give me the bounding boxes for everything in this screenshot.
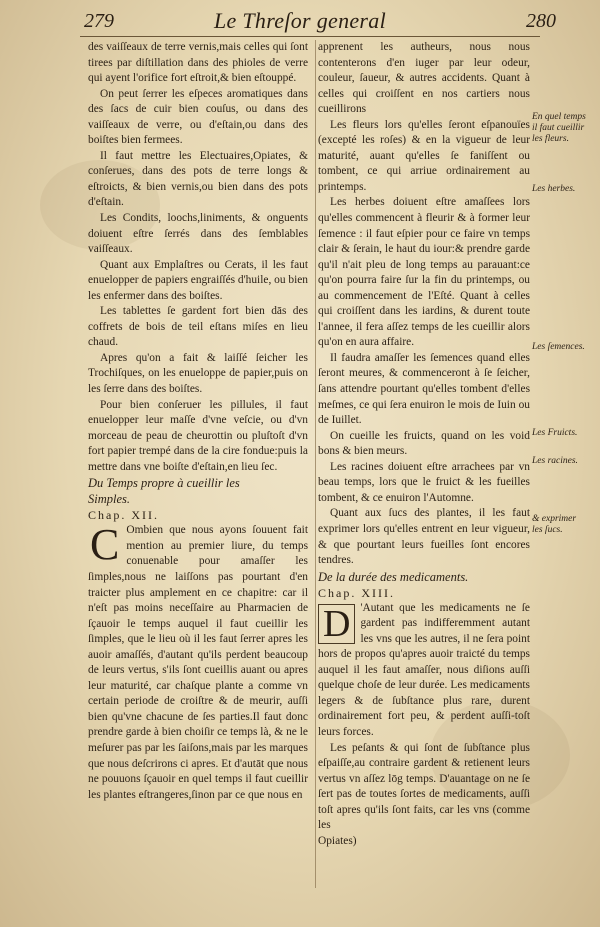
paragraph: des vaiſſeaux de terre vernis,mais celles qui ſont tirees par diſtillation dans des phioles de verre qui ayent l'orifice fort eſtroit,& bien eſtouppé. bbox=[88, 41, 308, 85]
paragraph: Les herbes doiuent eſtre amaſſees lors qu'elles commencent à fleurir & à former leur ſemence : il faut eſpier pour ce faire vn temps clair & ſerain, le haut du iour:& prendre garde qu'il n'ait pleu de long temps au parauant:ce qu'on pourra faire ſur la fin du printemps, ou au commencement de l'Eſté. Quant à celles qui croiſſent dans les iardins, & durent toute l'annee, il fera aſſez temps de les cueillir alors qu'on en aura affaire. bbox=[318, 196, 530, 349]
margin-note: Les ſemences. bbox=[532, 342, 585, 352]
right-column bbox=[318, 40, 530, 849]
catchword: Opiates) bbox=[318, 834, 357, 847]
left-column bbox=[88, 40, 308, 803]
page-number-right: 280 bbox=[526, 10, 556, 32]
chapter-heading: Chap. XII. bbox=[88, 508, 159, 523]
paragraph: On peut ſerrer les eſpeces aromatiques dans des ſacs de cuir bien couſus, ou dans des vaiſſeaux de verre, ou d'eſtain,ou dans des boiſtes bien fermees. bbox=[88, 87, 308, 147]
drop-cap: C bbox=[90, 520, 120, 570]
paragraph: Il faut mettre les Electuaires,Opiates, & conſerues, dans des pots de terre longs & eſtroicts, & bien vernis,ou bien dans des pots d'eſtain. bbox=[88, 149, 308, 209]
section-title: Du Temps propre à cueillir les bbox=[88, 476, 240, 491]
drop-cap: D bbox=[318, 604, 355, 644]
paragraph: Quant aux Emplaſtres ou Cerats, il les faut enuelopper de papiers engraiſſés d'huile, ou bien les enfermer dans des boiſtes. bbox=[88, 258, 308, 302]
margin-note: En quel temps il faut cueillir les fleurs. bbox=[532, 112, 586, 144]
paragraph: apprenent les autheurs, nous nous contenterons d'en iuger par leur odeur, couleur, ſaueur, & autres accidents. Quant à celles qui croiſſent en nos cartiers nous cueillirons bbox=[318, 41, 530, 116]
running-title: Le Threſor general bbox=[213, 8, 387, 33]
paragraph: 'Autant que les medicaments ne ſe gardent pas indifferemment autant les vns que les autres, il ne ſera point hors de propos qu'apres auoir traicté du temps auquel il les faut amaſſer, nous diſions auſſi quelque choſe de leur durée. Les medicaments legers & de ſubſtance plus rare, durent ordinairement fort peu, & perdent auſſi-toſt leurs forces. bbox=[318, 601, 530, 738]
section-title-line-2: Simples. bbox=[88, 492, 131, 507]
margin-note: Les Fruicts. bbox=[532, 428, 578, 438]
chapter-body bbox=[318, 601, 530, 741]
header-rule bbox=[80, 36, 540, 37]
column-divider bbox=[315, 40, 316, 888]
page-number-left: 279 bbox=[84, 10, 114, 32]
chapter-body bbox=[88, 520, 308, 803]
paragraph: Les peſants & qui ſont de ſubſtance plus eſpaiſſe,au contraire gardent & retienent leurs vertus vn aſſez lōg temps. D'auantage on ne ſe ſert pas de toutes ſortes de medicaments, auſſi toſt apres qu'ils ſont faits, car les vns (comme les bbox=[318, 741, 530, 832]
paragraph: Les racines doiuent eſtre arrachees par vn beau temps, lors que le fruict & les fueilles tombent, & ce enuiron l'Automne. bbox=[318, 460, 530, 504]
margin-note: Les herbes. bbox=[532, 184, 576, 194]
chapter-heading: Chap. XIII. bbox=[318, 585, 395, 600]
margin-note: & exprimer les ſucs. bbox=[532, 514, 577, 535]
paragraph: Apres qu'on a fait & laiſſé ſeicher les Trochiſques, on les enueloppe de papier,puis on les ſerre dans des boiſtes. bbox=[88, 351, 308, 396]
section-title: De la durée des medicaments. bbox=[318, 569, 469, 584]
paragraph: Les Condits, loochs,liniments, & onguents doiuent eſtre ſerrés dans des ſemblables vaiſſeaux. bbox=[88, 212, 308, 256]
paragraph: Les fleurs lors qu'elles ſeront eſpanouïes (excepté les roſes) & en la vigueur de leur maturité, auant qu'elles ſe faniſſent ou tombent, ce qui arriue ordinairement au printemps. bbox=[318, 118, 530, 193]
paragraph: On cueille les fruicts, quand on les void bons & bien meurs. bbox=[318, 429, 530, 458]
paragraph: Ombien que nous ayons ſouuent fait mention au premier liure, du temps conuenable pour amaſſer les ſimples,nous ne laiſſons pas pourtant d'en traicter plus amplement en ce chapitre: car il n'eſt pas moins neceſſaire au Pharmacien de ſçauoir le temps auquel il faut cueillir les ſimples, que le lieu où il les faut ſerrer apres les auoir amaſſés, d'autant qu'ils perdent beaucoup de leurs vertus, s'ils ſont cueillis auant ou apres leur maturité, car chaſque plante a comme vn certain periode de croiſtre & de meurir, auſſi bien qu'vne chacune de ſes parties.Il faut donc prendre garde à bien choiſir ce temps là, & ne le meſurer pas par les ſaiſons,mais par les marques que nous deſcrirons ci apres. Et d'autāt que nous ne pouuons ſçauoir en quel temps il faut cueillir les plantes eſtrangeres,ſinon par ce que nous en bbox=[88, 524, 308, 801]
margin-note: Les racines. bbox=[532, 456, 578, 466]
paragraph: Les tablettes ſe gardent fort bien dās des coffrets de bois de teil eſtans miſes en lieu chaud. bbox=[88, 305, 308, 349]
paragraph: Pour bien conſeruer les pillules, il faut enuelopper leur maſſe d'vne veſcie, ou d'vn morceau de peau de cheurottin ou pluſtoſt d'vn fort papier trempé dans de la cire fondue:puis la mettre dans vne boiſte d'eſtain,en lieu ſec. bbox=[88, 398, 308, 473]
paragraph: Il faudra amaſſer les ſemences quand elles ſeront meures, & commenceront à ſe ſeicher, ſans attendre pourtant qu'elles tombent d'elles meſmes, ce qui ſera enuiron le mois de Iuin ou de Iuillet. bbox=[318, 351, 530, 427]
paragraph: Quant aux ſucs des plantes, il les faut exprimer lors qu'elles entrent en leur vigueur, & que pourtant leurs fueilles ſont encores tendres. bbox=[318, 507, 530, 567]
